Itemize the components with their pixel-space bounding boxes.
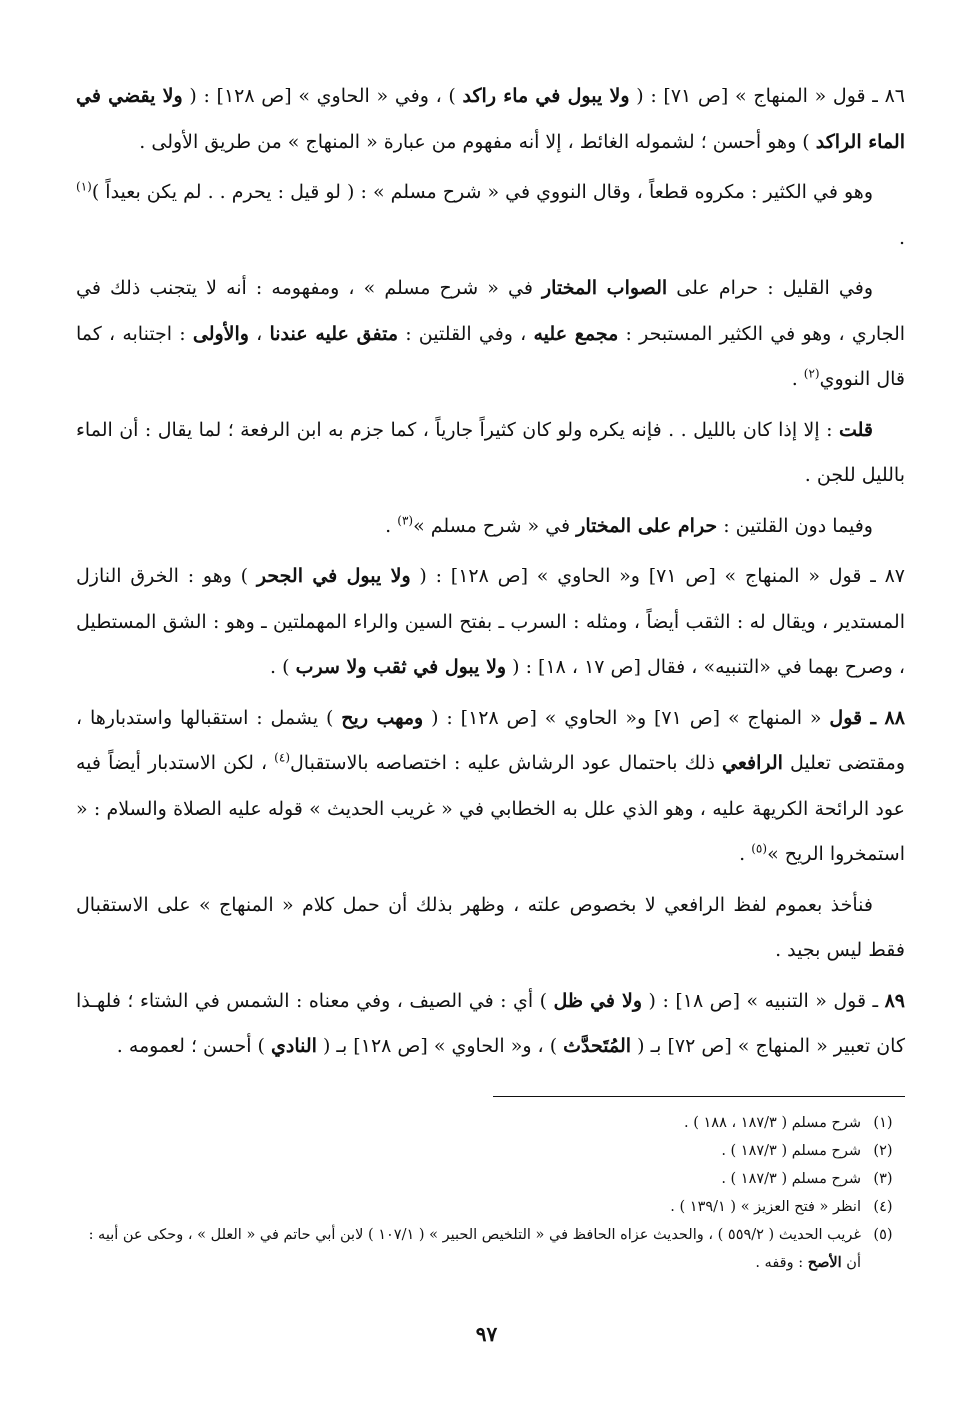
paragraph-86-intro	[76, 74, 905, 165]
footnote	[76, 1109, 905, 1137]
text-run: ) .	[270, 656, 296, 678]
bold-text: حرام على المختار	[576, 514, 718, 537]
bold-text: ولا يبول في ماء راكد	[462, 85, 630, 107]
text-run: غريب الحديث ( ٥٥٩/٢ ) ، والحديث عزاه الحافظ في « التلخيص الحبير » ( ١٠٧/١ ) لابن أبي حاتم في « العلل » ، وحكى عن أبيه : أن	[88, 1226, 861, 1271]
text-run: انظر « فتح العزيز » ( ١٣٩/١ ) .	[670, 1198, 861, 1215]
footnotes	[76, 1109, 905, 1277]
bold-text: الصواب المختار	[542, 277, 668, 299]
text-run: فنأخذ بعموم لفظ الرافعي لا بخصوص علته ، وظهر بذلك أن حمل كلام « المنهاج » على الاستقبال فقط ليس بجيد .	[76, 893, 905, 961]
footnote-ref: (٢)	[803, 366, 820, 381]
footnote-number: (١)	[873, 1114, 893, 1131]
paragraph-86-little-water	[76, 266, 905, 403]
text-run: .	[385, 514, 398, 537]
paragraph-88-conclusion	[76, 883, 905, 974]
text-run: .	[739, 843, 752, 865]
paragraph-86-below-qullatayn	[76, 504, 905, 550]
bold-text: ولا يقضي في الماء الراكد	[76, 85, 905, 153]
bold-text: ولا يبول في ثقب ولا سرب	[295, 656, 507, 678]
footnote-number: (٢)	[873, 1142, 893, 1159]
text-run: ٨٧ ـ قول « المنهاج » [ص ٧١] و« الحاوي » [ص ١٢٨] : (	[410, 565, 906, 587]
text-run: شرح مسلم ( ١٨٧/٣ ، ١٨٨ ) .	[684, 1114, 861, 1131]
text-run: .	[791, 368, 804, 390]
bold-text: المُتَحدَّث	[563, 1035, 632, 1057]
footnote	[76, 1221, 905, 1277]
text-run: : اجتنابه ، كما قال النووي	[76, 322, 905, 390]
footnote-number: (٥)	[873, 1226, 893, 1243]
text-run: ) ، و« الحاوي » [ص ١٢٨] بـ (	[316, 1035, 564, 1057]
text-run: شرح مسلم ( ١٨٧/٣ ) .	[721, 1170, 861, 1187]
text-run: في « شرح مسلم » ، ومفهومه : أنه لا يتجنب ذلك في الجاري ، وهو في الكثير المستبحر :	[76, 277, 906, 345]
text-run: وهو في الكثير : مكروه قطعاً ، وقال النووي في « شرح مسلم » : ( لو قيل : يحرم . . لم يكن بعيداً )	[91, 181, 873, 203]
footnote-ref: (١)	[76, 179, 92, 194]
text-run: : إلا إذا كان بالليل . . فإنه يكره ولو كان كثيراً جارياً ، كما جزم به ابن الرفعة ؛ لما يقال : أن الماء بالليل للجن .	[76, 418, 905, 486]
bold-text: ولا في ظل	[553, 989, 643, 1012]
footnote-divider	[493, 1096, 905, 1097]
text-run: ) وهو : الخرق النازل المستدير ، ويقال له : الثقب أيضاً ، ومثله : السرب ـ بفتح السين والراء المهملتين ـ وهو : الشق المستطيل ، وصرح بهما في «التنبيه» ، فقال [ص ١٧ ، ١٨] : (	[76, 565, 905, 678]
footnote-text	[76, 1165, 861, 1193]
footnote-number: (٤)	[873, 1198, 893, 1215]
text-run: ـ قول « التنبيه » [ص ١٨] : (	[642, 989, 885, 1012]
footnote-text	[76, 1193, 861, 1221]
text-run: وفيما دون القلتين :	[717, 514, 873, 537]
footnote-text	[76, 1109, 861, 1137]
paragraph-87	[76, 554, 905, 691]
text-run: ، وفي القلتين :	[398, 322, 534, 345]
bold-text: الأصح	[807, 1253, 842, 1271]
text-run: شرح مسلم ( ١٨٧/٣ ) .	[721, 1142, 861, 1159]
text-run: « المنهاج » [ص ٧١] و« الحاوي » [ص ١٢٨] : (	[423, 706, 830, 729]
bold-text: قلت	[838, 418, 873, 441]
bold-text: والأولى	[192, 322, 249, 345]
bold-text: ولا يبول في الجحر	[256, 565, 411, 587]
footnote-text	[76, 1137, 861, 1165]
text-run: ذلك باحتمال عود الرشاش عليه : اختصاصه بالاستقبال	[290, 752, 723, 774]
footnote-ref: (٤)	[274, 750, 290, 765]
footnote	[76, 1193, 905, 1221]
paragraph-88	[76, 696, 905, 878]
paragraph-89	[76, 979, 905, 1070]
footnote-number: (٣)	[873, 1170, 893, 1187]
main-text	[76, 74, 905, 1070]
bold-text: متفق عليه عندنا	[269, 322, 399, 345]
bold-text: ٨٨ ـ قول	[829, 706, 905, 729]
paragraph-86-many-water	[76, 170, 905, 261]
text-run: وفي القليل : حرام على	[667, 277, 874, 299]
text-run: ،	[248, 322, 270, 345]
footnote	[76, 1137, 905, 1165]
bold-text: ٨٩	[884, 989, 905, 1012]
bold-text: الرافعي	[722, 752, 783, 774]
text-run: ) أحسن ؛ لعمومه .	[116, 1035, 271, 1057]
text-run: ) أي : في الصيف ، وفي معناه : الشمس في الشتاء ؛ فلهـذا كان تعبير « المنهاج » [ص ٧٢] بـ (	[76, 989, 905, 1057]
page-number: ٩٧	[475, 1322, 498, 1346]
text-run: ) ، وفي « الحاوي » [ص ١٢٨] : (	[182, 85, 463, 107]
text-run: : وقفه .	[755, 1254, 808, 1271]
footnote	[76, 1165, 905, 1193]
bold-text: النادي	[270, 1035, 317, 1057]
footnote-ref: (٣)	[397, 513, 414, 528]
text-run: ) يشمل : استقبالها واستدبارها ، ومقتضى تعليل	[76, 706, 905, 774]
text-run: ) وهو أحسن ؛ لشموله الغائط ، إلا أنه مفهوم من عبارة « المنهاج » من طريق الأولى .	[139, 130, 816, 153]
text-run: .	[898, 226, 905, 249]
footnote-text	[76, 1221, 861, 1277]
paragraph-86-night	[76, 408, 905, 499]
text-run: ، لكن الاستدبار أيضاً فيه عود الرائحة الكريهة عليه ، وهو الذي علل به الخطابي في « غريب الحديث » قوله عليه الصلاة والسلام : « استمخروا الريح »	[76, 752, 905, 865]
bold-text: مجمع عليه	[533, 322, 619, 345]
bold-text: ومهب ريح	[341, 706, 424, 729]
text-run: ٨٦ ـ قول « المنهاج » [ص ٧١] : (	[629, 85, 905, 107]
footnote-ref: (٥)	[751, 841, 768, 856]
text-run: في « شرح مسلم »	[413, 514, 577, 537]
